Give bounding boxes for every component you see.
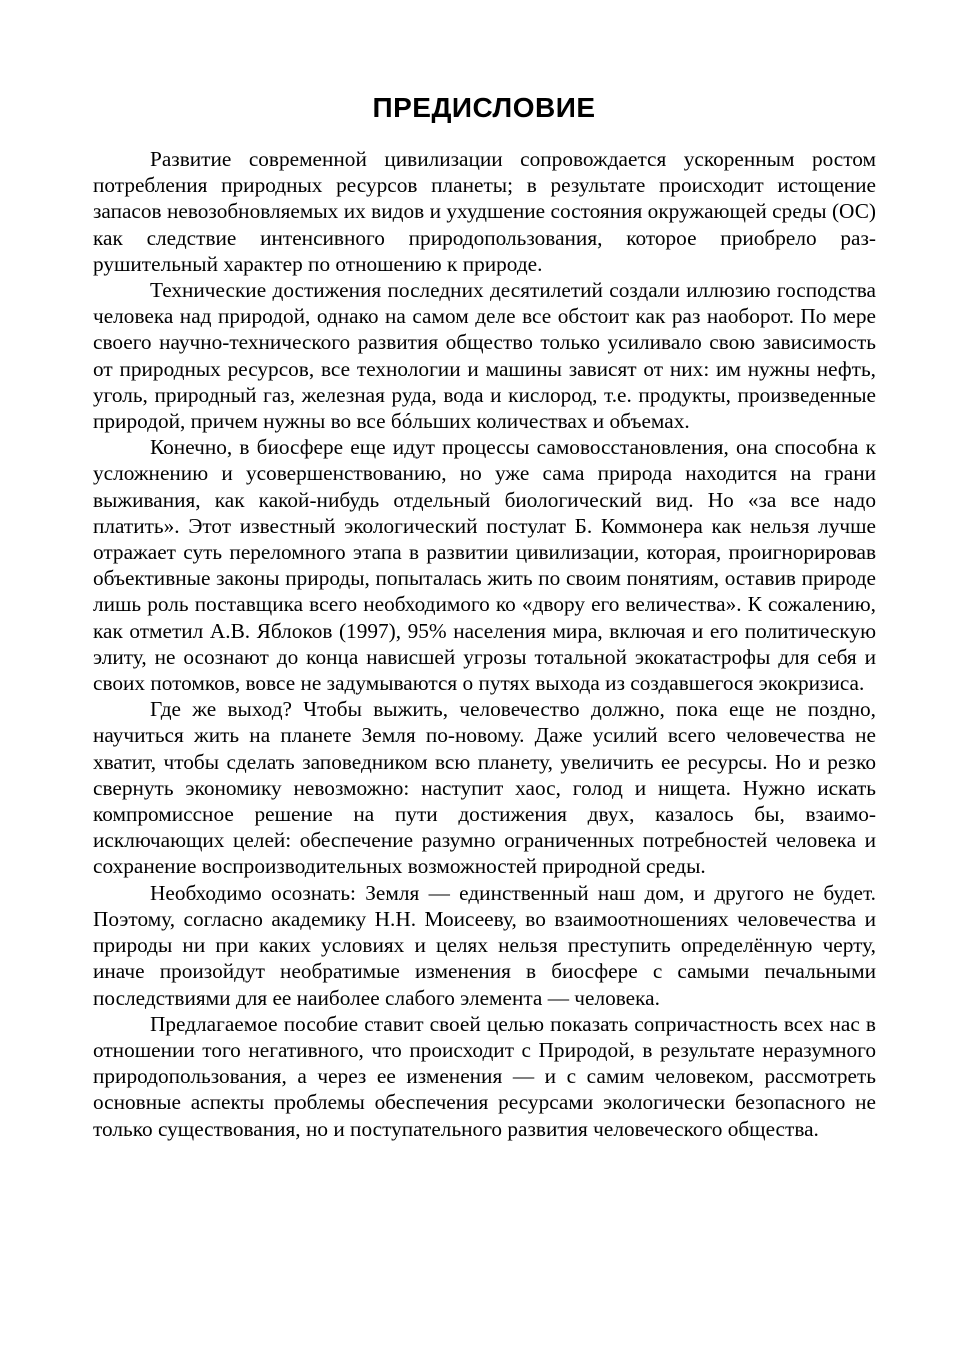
page-title: ПРЕДИСЛОВИЕ [372, 92, 596, 123]
paragraph-4: Где же выход? Чтобы выжить, человечество должно, пока еще не поздно, научиться жить на планете Земля по-новому. Даже усилий всего человечества не хватит, чтобы сделать заповедником всю планету, увеличить ее ресурсы. Но и резко свернуть экономику невозможно: наступит хаос, голод и нищета. Нужно искать компромиссное решение на пути достижения двух, казалось бы, взаимоисключающих целей: обеспечение разумно ограниченных потребностей человека и сохранение воспроизводительных возможностей природной среды. [93, 697, 876, 879]
paragraph-1: Развитие современной цивилизации сопровождается ускоренным ростом потребления природных ресурсов планеты; в результате происходит истощение запасов невозобновляемых их видов и ухудшение состояния окружающей среды (ОС) как следствие интенсивного природопользования, которое приобрело разрушительный характер по отношению к природе. [93, 147, 876, 276]
paragraph-5: Необходимо осознать: Земля — единственный наш дом, и другого не будет. Поэтому, согласно академику Н.Н. Моисееву, во взаимоотношениях человечества и природы ни при каких условиях и целях нельзя преступить определённую черту, иначе произойдут необратимые изменения в биосфере с самыми печальными последствиями для ее наиболее слабого элемента — человека. [93, 880, 876, 1010]
body-text [93, 146, 876, 1142]
paragraph-3: Конечно, в биосфере еще идут процессы самовосстановления, она способна к усложнению и усовершенствованию, но уже сама природа находится на грани выживания, как какой-нибудь отдельный биологический вид. Но «за все надо платить». Этот известный экологический постулат Б. Коммонера как нельзя лучше отражает суть переломного этапа в развитии цивилизации, которая, проигнорировав объективные законы природы, попыталась жить по своим понятиям, оставив природе лишь роль поставщика всего необходимого ко «двору его величества». К сожалению, как отметил А.В. Яблоков (1997), 95% населения мира, включая и его политическую элиту, не осознают до конца нависшей угрозы тотальной экокатастрофы для себя и своих потомков, вовсе не задумываются о путях выхода из создавшегося экокризиса. [93, 435, 876, 696]
paragraph-2: Технические достижения последних десятилетий создали иллюзию господства человека над природой, однако на самом деле все обстоит как раз наоборот. По мере своего научно-технического развития общество только усиливало свою зависимость от природных ресурсов, все технологии и машины зависят от них: им нужны нефть, уголь, природный газ, железная руда, вода и кислород, т.е. продукты, произведенные природой, причем нужны во все бóльших количествах и объемах. [93, 278, 876, 434]
paragraph-6: Предлагаемое пособие ставит своей целью показать сопричастность всех нас в отношении того негативного, что происходит с Природой, в результате неразумного природопользования, а через ее изменения — и с самим человеком, рассмотреть основные аспекты проблемы обеспечения ресурсами экологически безопасного не только существования, но и поступательного развития человеческого общества. [93, 1011, 876, 1141]
